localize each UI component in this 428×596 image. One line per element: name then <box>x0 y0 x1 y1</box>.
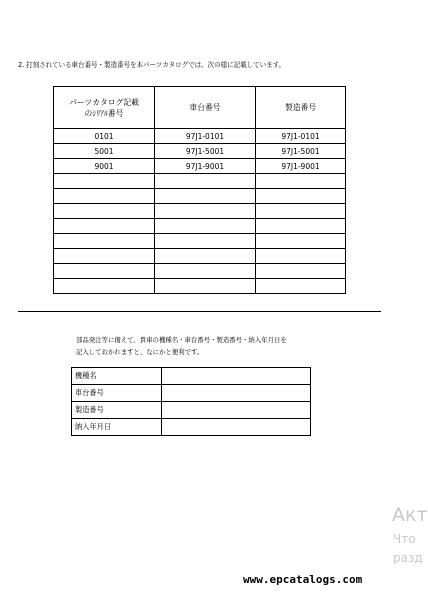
catalog-serial-cell <box>54 279 155 294</box>
table-row <box>54 159 346 174</box>
manufacturing-number-cell <box>256 264 346 279</box>
table-row <box>54 174 346 189</box>
activation-watermark-line3: разд <box>393 551 423 565</box>
table-row <box>54 204 346 219</box>
memo-row <box>72 402 311 419</box>
manufacturing-number-cell <box>256 234 346 249</box>
catalog-serial-cell <box>54 249 155 264</box>
chassis-number-cell: 97J1-9001 <box>155 159 256 174</box>
table-row <box>54 189 346 204</box>
manufacturing-number-cell: 97J1-9001 <box>256 159 346 174</box>
manufacturing-number-cell: 97J1-5001 <box>256 144 346 159</box>
memo-row <box>72 385 311 402</box>
table-row <box>54 234 346 249</box>
table-row <box>54 129 346 144</box>
catalog-serial-cell: 5001 <box>54 144 155 159</box>
manufacturing-number-cell <box>256 219 346 234</box>
activation-watermark-title: Акт <box>392 504 428 526</box>
manufacturing-number-cell <box>256 174 346 189</box>
memo-note-line2: 記入しておかれますと、なにかと便利です。 <box>76 348 204 356</box>
memo-label: 機種名 <box>72 368 162 385</box>
catalog-serial-cell <box>54 189 155 204</box>
catalog-serial-cell <box>54 219 155 234</box>
memo-value-blank <box>162 385 311 402</box>
catalog-serial-cell: 0101 <box>54 129 155 144</box>
chassis-number-cell: 97J1-5001 <box>155 144 256 159</box>
chassis-number-cell <box>155 204 256 219</box>
header-catalog-serial <box>54 87 155 129</box>
table-row <box>54 249 346 264</box>
manufacturing-number-cell <box>256 249 346 264</box>
site-url: www.epcatalogs.com <box>243 573 363 586</box>
manufacturing-number-cell <box>256 204 346 219</box>
chassis-number-cell <box>155 189 256 204</box>
chassis-number-cell <box>155 219 256 234</box>
catalog-serial-cell <box>54 234 155 249</box>
memo-value-blank <box>162 402 311 419</box>
catalog-serial-cell: 9001 <box>54 159 155 174</box>
memo-note <box>76 334 287 358</box>
header-catalog-serial-line2: のｼﾘｱﾙ番号 <box>84 108 124 118</box>
serial-number-table <box>53 86 346 294</box>
section-heading: 2. 打刻されている車台番号・製造番号を本パーツカタログでは、次の様に記載しています。 <box>18 61 286 69</box>
chassis-number-cell <box>155 174 256 189</box>
divider-line <box>18 311 381 312</box>
memo-row <box>72 419 311 436</box>
chassis-number-cell <box>155 279 256 294</box>
catalog-serial-cell <box>54 264 155 279</box>
manufacturing-number-cell: 97J1-0101 <box>256 129 346 144</box>
header-catalog-serial-line1: パーツカタログ記載 <box>69 97 139 107</box>
memo-table-body <box>72 368 311 436</box>
chassis-number-cell: 97J1-0101 <box>155 129 256 144</box>
chassis-number-cell <box>155 249 256 264</box>
manufacturing-number-cell <box>256 279 346 294</box>
table-row <box>54 219 346 234</box>
activation-watermark-text <box>393 530 423 568</box>
table-row <box>54 264 346 279</box>
table-row <box>54 279 346 294</box>
chassis-number-cell <box>155 264 256 279</box>
activation-watermark-line2: Что <box>393 532 416 546</box>
memo-note-line1: 部品発注等に備えて、貴車の機種名・車台番号・製造番号・納入年月日を <box>76 336 287 344</box>
memo-label: 車台番号 <box>72 385 162 402</box>
owner-memo-table <box>71 367 311 436</box>
manufacturing-number-cell <box>256 189 346 204</box>
header-chassis-number: 車台番号 <box>155 87 256 129</box>
table-header-row <box>54 87 346 129</box>
catalog-serial-cell <box>54 174 155 189</box>
chassis-number-cell <box>155 234 256 249</box>
memo-label: 製造番号 <box>72 402 162 419</box>
memo-label: 納入年月日 <box>72 419 162 436</box>
catalog-serial-cell <box>54 204 155 219</box>
header-manufacturing-number: 製造番号 <box>256 87 346 129</box>
memo-row <box>72 368 311 385</box>
memo-value-blank <box>162 368 311 385</box>
table-row <box>54 144 346 159</box>
memo-value-blank <box>162 419 311 436</box>
serial-table-body <box>54 129 346 294</box>
